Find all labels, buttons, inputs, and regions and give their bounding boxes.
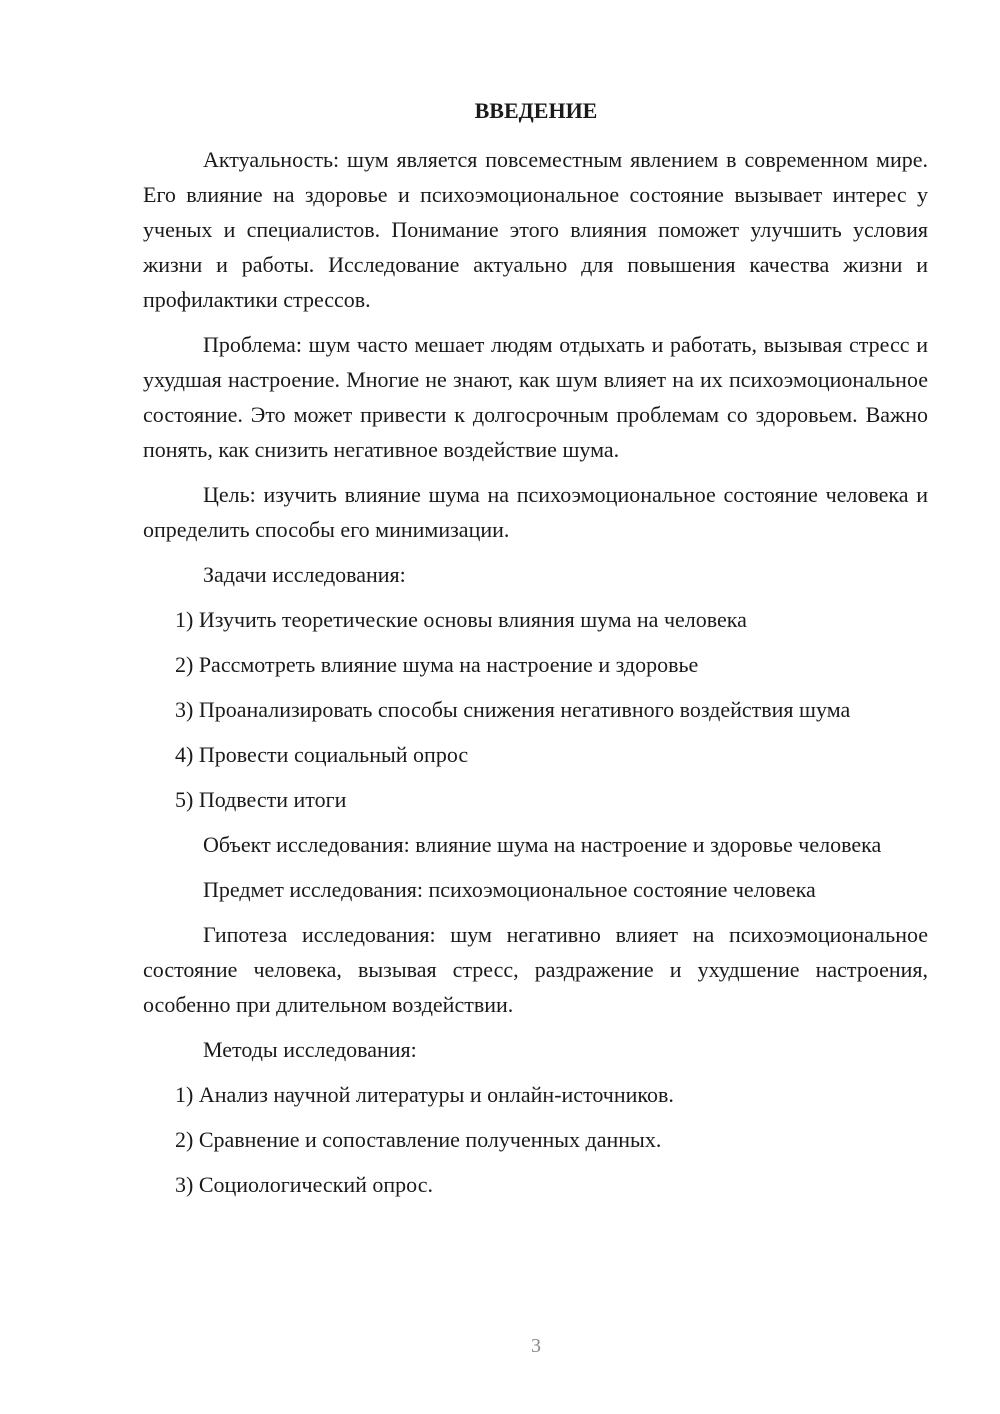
methods-heading: Методы исследования: <box>203 1037 417 1062</box>
method-item-1: 1) Анализ научной литературы и онлайн-источников. <box>175 1082 674 1107</box>
goal-paragraph: Цель: изучить влияние шума на психоэмоциональное состояние человека и определить способы его минимизации. <box>143 482 928 542</box>
page-title: ВВЕДЕНИЕ <box>474 98 598 123</box>
hypothesis-paragraph: Гипотеза исследования: шум негативно влияет на психоэмоциональное состояние человека, вызывая стресс, раздражение и ухудшение настроения, особенно при длительном воздействии. <box>143 922 928 1017</box>
problem-paragraph: Проблема: шум часто мешает людям отдыхать и работать, вызывая стресс и ухудшая настроение. Многие не знают, как шум влияет на их психоэмоциональное состояние. Это может привести к долгосрочным проблемам со здоровьем. Важно понять, как снизить негативное воздействие шума. <box>143 332 928 462</box>
object-paragraph: Объект исследования: влияние шума на настроение и здоровье человека <box>203 832 882 857</box>
page-number: 3 <box>531 1335 541 1357</box>
task-item-4: 4) Провести социальный опрос <box>175 742 469 767</box>
document-body <box>143 142 928 1202</box>
method-item-2: 2) Сравнение и сопоставление полученных данных. <box>175 1127 662 1152</box>
method-item-3: 3) Социологический опрос. <box>175 1172 433 1197</box>
relevance-paragraph: Актуальность: шум является повсеместным явлением в современном мире. Его влияние на здоровье и психоэмоциональное состояние вызывает интерес у ученых и специалистов. Понимание этого влияния поможет улучшить условия жизни и работы. Исследование актуально для повышения качества жизни и профилактики стрессов. <box>143 147 928 312</box>
task-item-2: 2) Рассмотреть влияние шума на настроение и здоровье <box>175 652 699 677</box>
task-item-1: 1) Изучить теоретические основы влияния шума на человека <box>175 607 747 632</box>
tasks-heading: Задачи исследования: <box>203 562 406 587</box>
task-item-5: 5) Подвести итоги <box>175 787 347 812</box>
subject-paragraph: Предмет исследования: психоэмоциональное состояние человека <box>203 877 816 902</box>
task-item-3: 3) Проанализировать способы снижения негативного воздействия шума <box>175 697 851 722</box>
